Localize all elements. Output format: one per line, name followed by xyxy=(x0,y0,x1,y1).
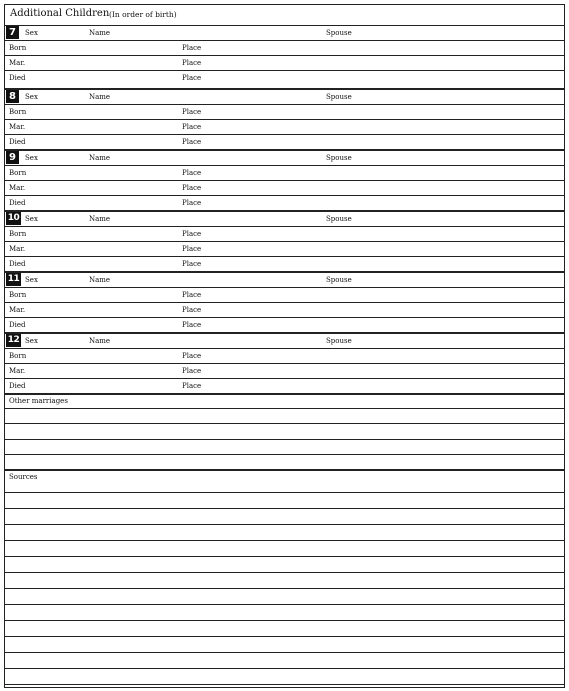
form-row[interactable] xyxy=(5,105,564,120)
label-spouse: Spouse xyxy=(326,154,352,162)
label-place: Place xyxy=(182,245,202,253)
label-place: Place xyxy=(182,108,202,116)
label-died: Died xyxy=(9,199,26,207)
child-number-badge: 11 xyxy=(7,274,20,284)
form-row[interactable] xyxy=(5,334,564,349)
label-spouse: Spouse xyxy=(326,93,352,101)
label-name: Name xyxy=(89,337,111,345)
label-place: Place xyxy=(182,59,202,67)
label-place: Place xyxy=(182,123,202,131)
form-row[interactable] xyxy=(5,318,564,333)
label-spouse: Spouse xyxy=(326,215,352,223)
label-place: Place xyxy=(182,291,202,299)
form-row[interactable] xyxy=(5,349,564,364)
child-number-badge: 12 xyxy=(7,335,20,345)
child-block xyxy=(5,332,564,394)
form-row[interactable] xyxy=(5,273,564,288)
label-name: Name xyxy=(89,215,111,223)
child-block xyxy=(5,271,564,333)
label-died: Died xyxy=(9,321,26,329)
writing-line xyxy=(5,652,564,653)
writing-line xyxy=(5,540,564,541)
form-header xyxy=(5,5,564,26)
label-married: Mar. xyxy=(9,245,26,253)
writing-line xyxy=(5,492,564,493)
writing-line xyxy=(5,604,564,605)
child-number-badge: 10 xyxy=(7,213,20,223)
form-row[interactable] xyxy=(5,257,564,272)
label-place: Place xyxy=(182,260,202,268)
child-number-badge: 7 xyxy=(6,26,19,39)
writing-line xyxy=(5,588,564,589)
writing-line xyxy=(5,408,564,409)
label-name: Name xyxy=(89,93,111,101)
label-sex: Sex xyxy=(25,29,38,37)
writing-line xyxy=(5,684,564,685)
label-place: Place xyxy=(182,199,202,207)
writing-line xyxy=(5,636,564,637)
label-place: Place xyxy=(182,184,202,192)
label-sex: Sex xyxy=(25,154,38,162)
label-sex: Sex xyxy=(25,276,38,284)
label-name: Name xyxy=(89,276,111,284)
label-died: Died xyxy=(9,382,26,390)
label-name: Name xyxy=(89,29,111,37)
form-row[interactable] xyxy=(5,181,564,196)
form-row[interactable] xyxy=(5,151,564,166)
label-place: Place xyxy=(182,321,202,329)
child-number-badge: 9 xyxy=(6,151,19,164)
child-block xyxy=(5,210,564,272)
child-number-badge: 8 xyxy=(6,90,19,103)
form-row[interactable] xyxy=(5,227,564,242)
form-row[interactable] xyxy=(5,364,564,379)
label-married: Mar. xyxy=(9,184,26,192)
other-marriages-label: Other marriages xyxy=(9,397,68,405)
label-born: Born xyxy=(9,230,27,238)
form-row[interactable] xyxy=(5,26,564,41)
sources-label: Sources xyxy=(9,473,38,481)
label-married: Mar. xyxy=(9,123,26,131)
form-row[interactable] xyxy=(5,379,564,394)
form-row[interactable] xyxy=(5,288,564,303)
label-born: Born xyxy=(9,291,27,299)
sources-section xyxy=(5,469,564,689)
child-block xyxy=(5,88,564,150)
form-row[interactable] xyxy=(5,41,564,56)
label-place: Place xyxy=(182,44,202,52)
label-sex: Sex xyxy=(25,337,38,345)
other-marriages-section xyxy=(5,393,564,469)
form-row[interactable] xyxy=(5,56,564,71)
writing-line xyxy=(5,423,564,424)
label-sex: Sex xyxy=(25,93,38,101)
form-frame xyxy=(4,4,565,688)
label-place: Place xyxy=(182,138,202,146)
label-place: Place xyxy=(182,367,202,375)
label-married: Mar. xyxy=(9,59,26,67)
writing-line xyxy=(5,556,564,557)
form-row[interactable] xyxy=(5,166,564,181)
writing-line xyxy=(5,668,564,669)
label-place: Place xyxy=(182,352,202,360)
form-subtitle: (In order of birth) xyxy=(109,10,177,19)
label-married: Mar. xyxy=(9,306,26,314)
label-place: Place xyxy=(182,169,202,177)
label-born: Born xyxy=(9,108,27,116)
label-place: Place xyxy=(182,230,202,238)
form-row[interactable] xyxy=(5,196,564,211)
form-title: Additional Children xyxy=(10,8,110,19)
label-died: Died xyxy=(9,260,26,268)
writing-line xyxy=(5,439,564,440)
label-sex: Sex xyxy=(25,215,38,223)
form-row[interactable] xyxy=(5,242,564,257)
form-row[interactable] xyxy=(5,303,564,318)
label-born: Born xyxy=(9,169,27,177)
form-row[interactable] xyxy=(5,212,564,227)
label-born: Born xyxy=(9,352,27,360)
form-row[interactable] xyxy=(5,120,564,135)
form-row[interactable] xyxy=(5,135,564,150)
child-block xyxy=(5,26,564,88)
label-spouse: Spouse xyxy=(326,337,352,345)
writing-line xyxy=(5,620,564,621)
label-spouse: Spouse xyxy=(326,29,352,37)
label-died: Died xyxy=(9,74,26,82)
writing-line xyxy=(5,572,564,573)
label-died: Died xyxy=(9,138,26,146)
label-place: Place xyxy=(182,382,202,390)
form-row[interactable] xyxy=(5,90,564,105)
label-place: Place xyxy=(182,306,202,314)
writing-line xyxy=(5,454,564,455)
label-married: Mar. xyxy=(9,367,26,375)
writing-line xyxy=(5,508,564,509)
label-born: Born xyxy=(9,44,27,52)
label-place: Place xyxy=(182,74,202,82)
form-row[interactable] xyxy=(5,71,564,86)
child-block xyxy=(5,149,564,211)
label-spouse: Spouse xyxy=(326,276,352,284)
writing-line xyxy=(5,524,564,525)
label-name: Name xyxy=(89,154,111,162)
